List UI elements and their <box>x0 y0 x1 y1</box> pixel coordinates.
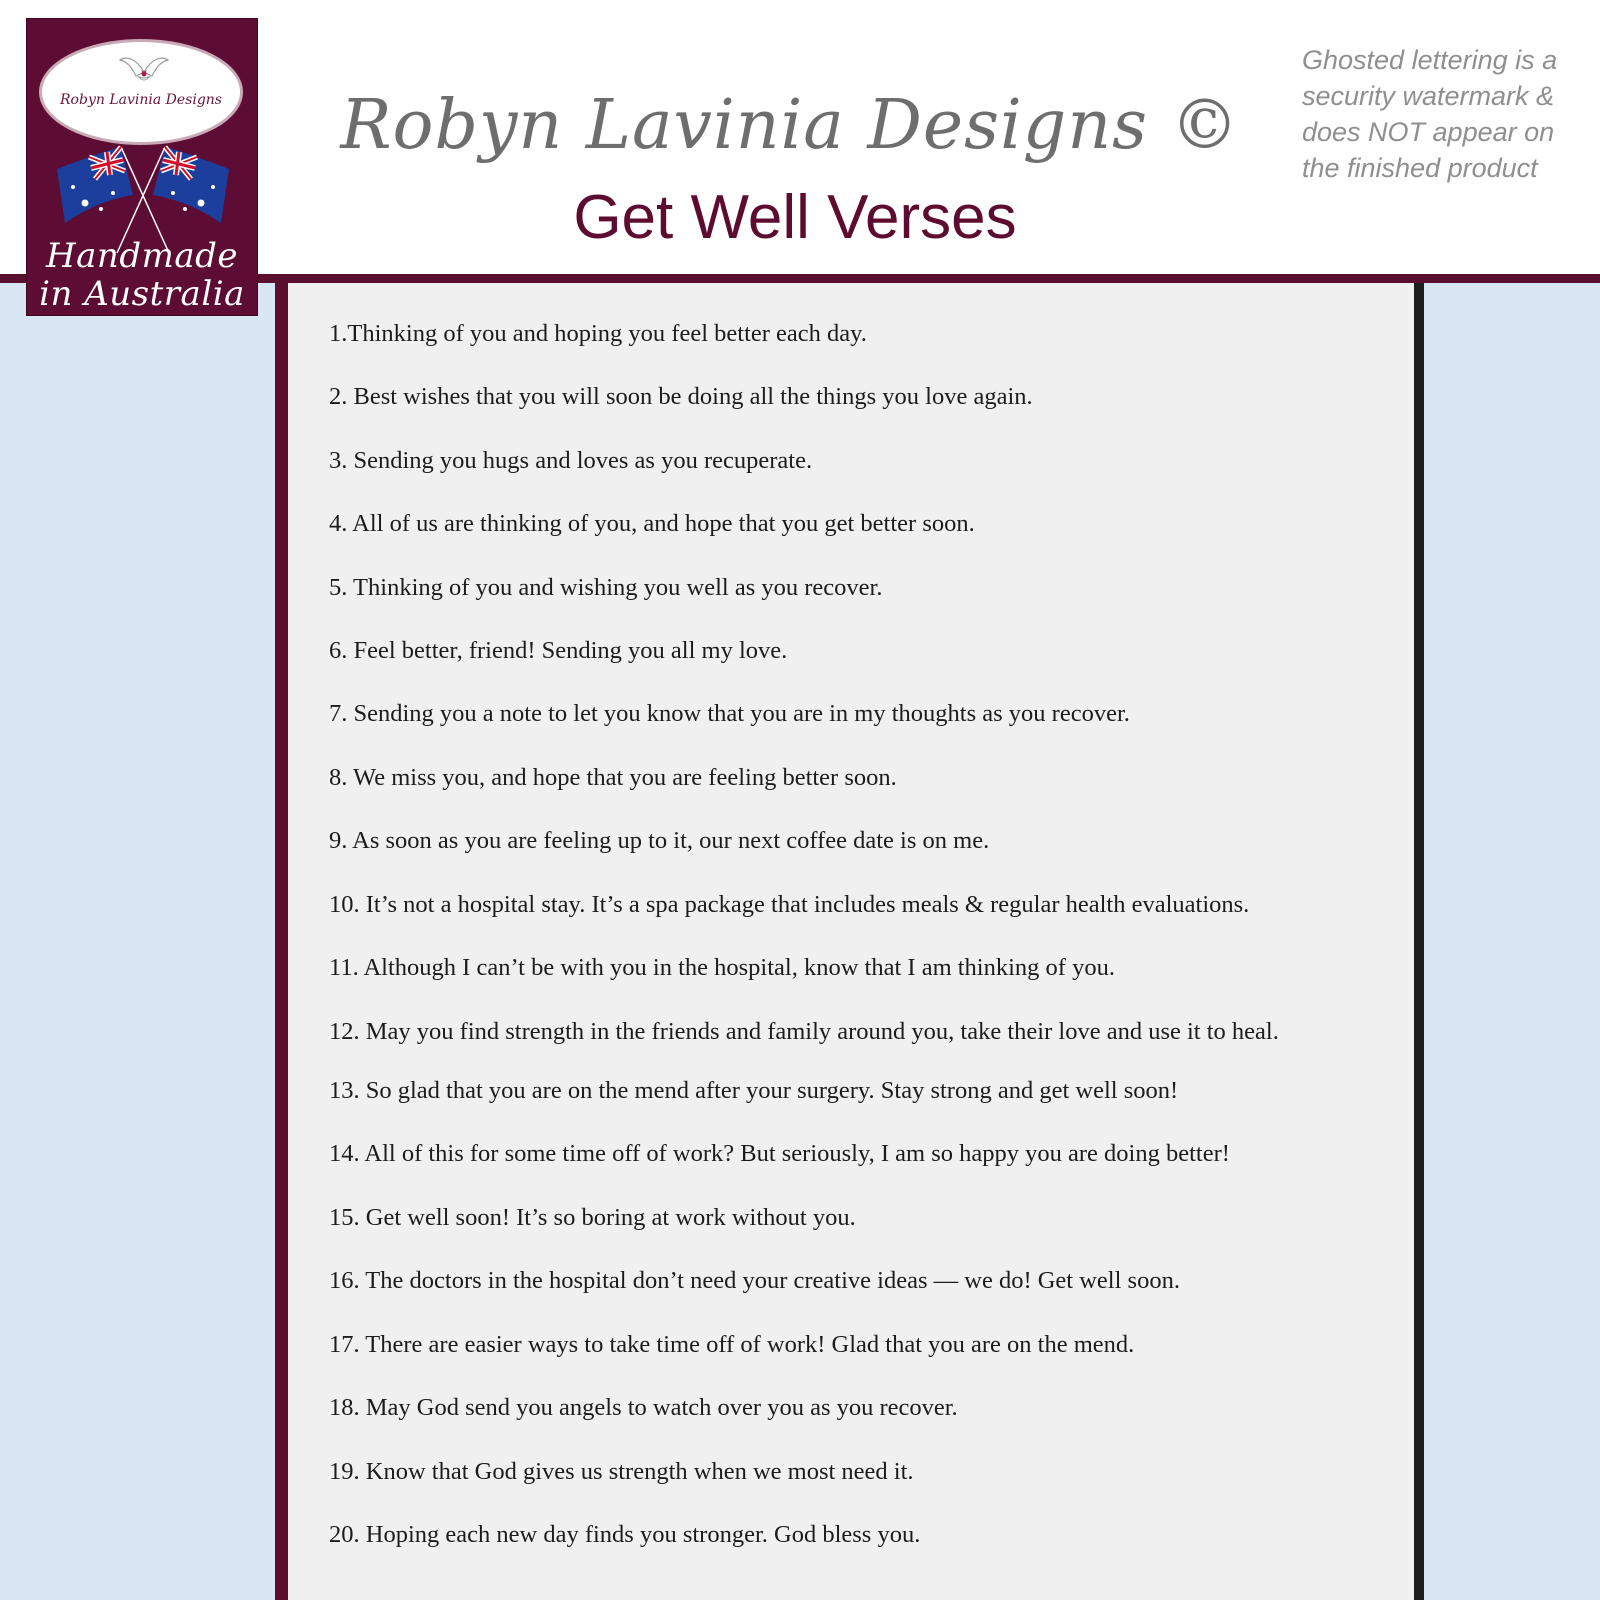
logo-oval-text: Robyn Lavinia Designs <box>60 92 222 108</box>
verse-item: 15. Get well soon! It’s so boring at work without you. <box>329 1204 856 1231</box>
logo-tagline <box>27 237 257 313</box>
verse-item: 14. All of this for some time off of work? But seriously, I am so happy you are doing better! <box>329 1140 1230 1167</box>
verse-item: 11. Although I can’t be with you in the hospital, know that I am thinking of you. <box>329 954 1115 981</box>
panel-border-left <box>275 274 288 1600</box>
brand-title: Robyn Lavinia Designs © <box>340 86 1240 165</box>
verse-item: 2. Best wishes that you will soon be doing all the things you love again. <box>329 383 1033 410</box>
panel-border-right <box>1414 283 1424 1600</box>
verse-item: 20. Hoping each new day finds you stronger. God bless you. <box>329 1521 921 1548</box>
verse-item: 10. It’s not a hospital stay. It’s a spa package that includes meals & regular health evaluations. <box>329 891 1250 918</box>
brand-logo <box>26 18 258 316</box>
verse-item: 5. Thinking of you and wishing you well as you recover. <box>329 574 883 601</box>
verse-item: 9. As soon as you are feeling up to it, our next coffee date is on me. <box>329 827 990 854</box>
verse-item: 3. Sending you hugs and loves as you recuperate. <box>329 447 813 474</box>
verse-item: 16. The doctors in the hospital don’t need your creative ideas — we do! Get well soon. <box>329 1267 1180 1294</box>
verse-item: 6. Feel better, friend! Sending you all my love. <box>329 637 788 664</box>
logo-tagline-line1: Handmade <box>46 236 238 276</box>
verse-item: 7. Sending you a note to let you know that you are in my thoughts as you recover. <box>329 700 1130 727</box>
verse-item: 13. So glad that you are on the mend after your surgery. Stay strong and get well soon! <box>329 1077 1179 1104</box>
verse-item: 12. May you find strength in the friends and family around you, take their love and use it to heal. <box>329 1018 1279 1045</box>
verse-item: 4. All of us are thinking of you, and hope that you get better soon. <box>329 510 975 537</box>
logo-oval <box>39 39 243 145</box>
logo-tagline-line2: in Australia <box>39 274 245 314</box>
verse-item: 8. We miss you, and hope that you are feeling better soon. <box>329 764 897 791</box>
page-title: Get Well Verses <box>573 183 1017 252</box>
verse-item: 19. Know that God gives us strength when we most need it. <box>329 1458 914 1485</box>
verse-item: 17. There are easier ways to take time off of work! Glad that you are on the mend. <box>329 1331 1135 1358</box>
verse-item: 18. May God send you angels to watch over you as you recover. <box>329 1394 958 1421</box>
doves-icon <box>118 50 170 90</box>
watermark-note: Ghosted lettering is a security watermark & does NOT appear on the finished product <box>1302 45 1558 183</box>
verse-item: 1.Thinking of you and hoping you feel better each day. <box>329 320 867 347</box>
